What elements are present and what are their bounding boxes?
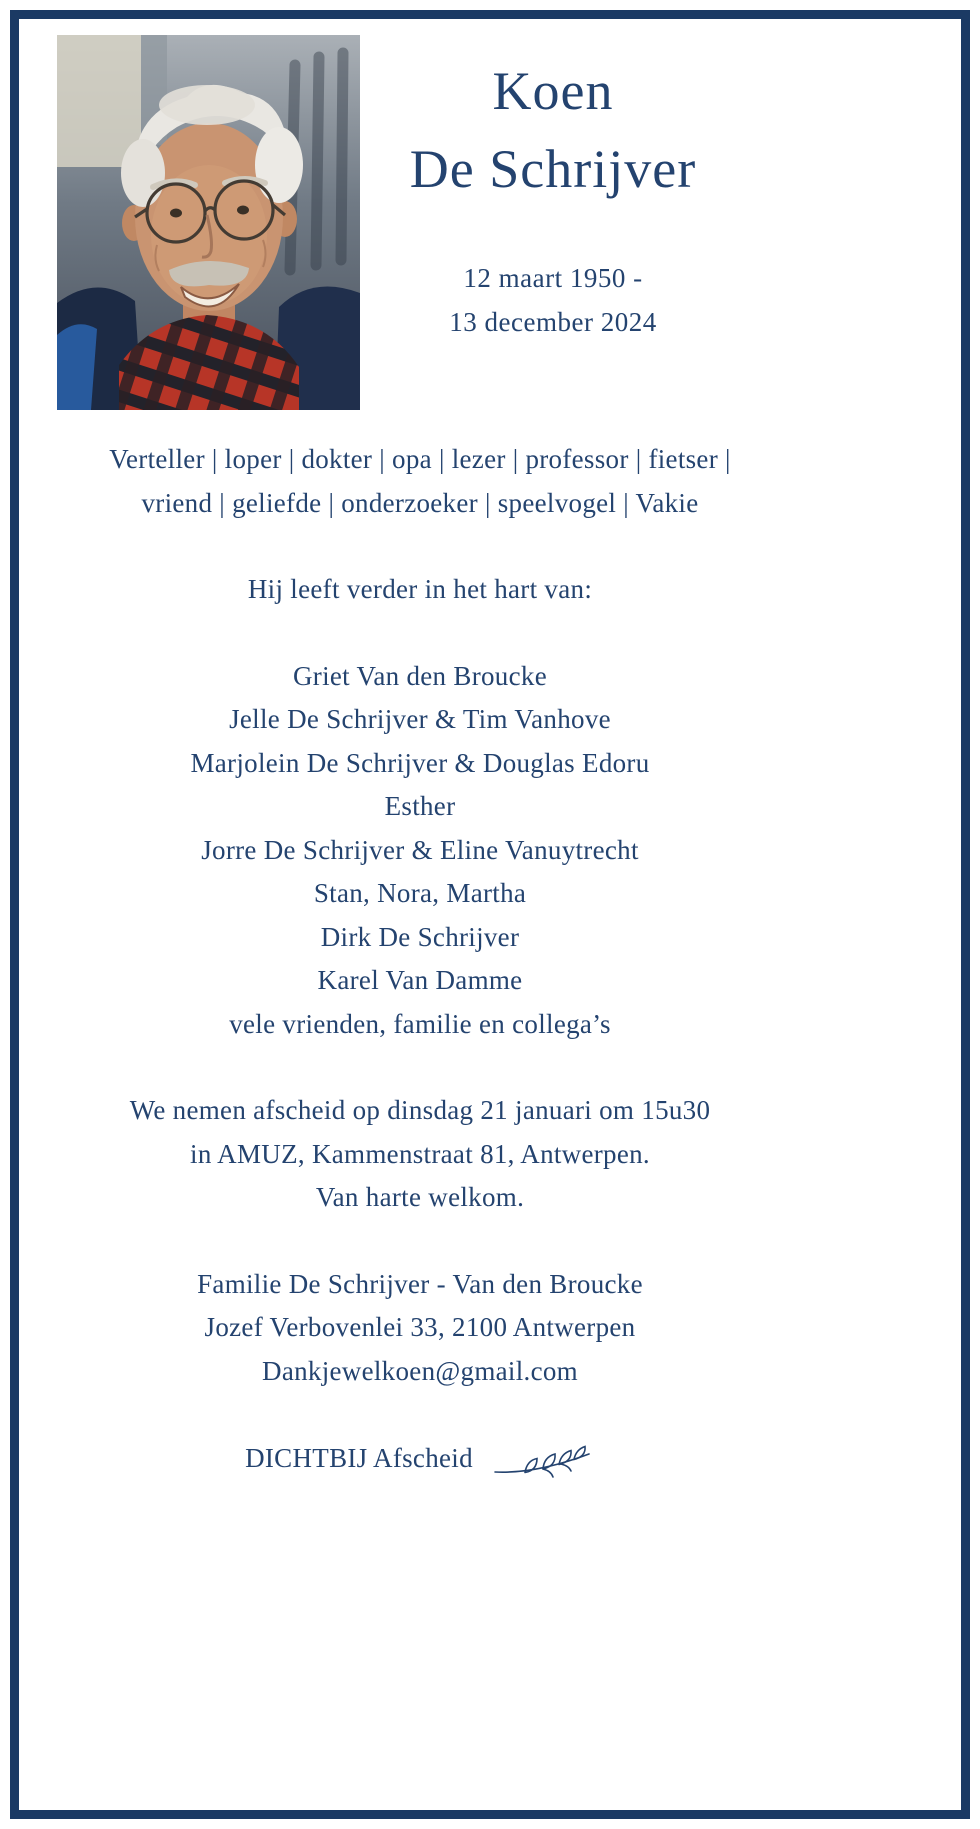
family-member: vele vrienden, familie en collega’s: [229, 1008, 611, 1039]
family-member: Jorre De Schrijver & Eline Vanuytrecht: [201, 834, 639, 865]
roles-line-1: Verteller | loper | dokter | opa | lezer | professor | fietser |: [109, 444, 731, 474]
spacer: [20, 525, 820, 568]
ceremony-line: Van harte welkom.: [315, 1182, 525, 1212]
contact-line: Dankjewelkoen@gmail.com: [262, 1355, 578, 1386]
family-member: Marjolein De Schrijver & Douglas Edoru: [190, 747, 650, 778]
spacer: [20, 1046, 820, 1089]
spacer: [20, 612, 820, 655]
portrait-photo: [57, 35, 360, 410]
first-name: Koen: [492, 61, 614, 121]
ceremony-line: We nemen afscheid op dinsdag 21 januari om 15u30: [129, 1095, 711, 1125]
life-dates: [360, 256, 746, 344]
contact-line: Jozef Verbovenlei 33, 2100 Antwerpen: [204, 1312, 636, 1342]
contact-line: Familie De Schrijver - Van den Broucke: [197, 1268, 643, 1299]
roles-line-2: vriend | geliefde | onderzoeker | speelvogel | Vakie: [141, 487, 699, 518]
family-member: Esther: [384, 791, 456, 821]
ceremony-line: in AMUZ, Kammenstraat 81, Antwerpen.: [190, 1138, 650, 1169]
funeral-home-name: DICHTBIJ Afscheid: [245, 1443, 473, 1474]
death-date: 13 december 2024: [449, 307, 657, 337]
last-name: De Schrijver: [409, 139, 697, 199]
footer: [20, 1436, 820, 1482]
man-portrait-illustration: [57, 35, 360, 410]
spacer: [20, 1393, 820, 1436]
family-member: Karel Van Damme: [317, 965, 523, 995]
birth-date: 12 maart 1950 -: [463, 263, 643, 293]
spacer: [20, 1220, 820, 1263]
branch-icon: [491, 1442, 595, 1482]
main-text: [20, 438, 820, 1482]
family-member: Griet Van den Broucke: [293, 660, 547, 691]
family-member: Dirk De Schrijver: [320, 921, 520, 952]
family-member: Jelle De Schrijver & Tim Vanhove: [229, 704, 611, 734]
family-member: Stan, Nora, Martha: [313, 878, 527, 908]
intro-text: Hij leeft verder in het hart van:: [247, 574, 593, 604]
name-block: [360, 52, 746, 344]
